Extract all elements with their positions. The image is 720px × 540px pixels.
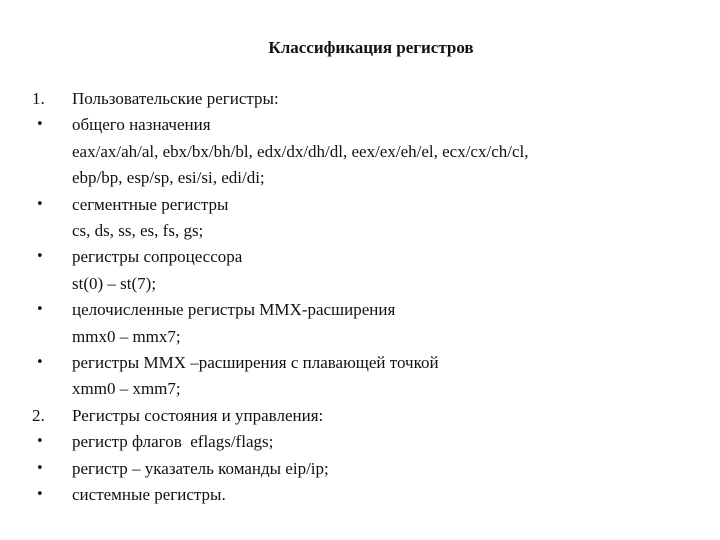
bullet-marker: •	[36, 249, 44, 265]
bullet-marker	[32, 376, 72, 402]
list-item-continuation	[32, 324, 692, 350]
list-item	[32, 112, 692, 138]
list-item-text: xmm0 – xmm7;	[72, 379, 181, 399]
bullet-marker: •	[36, 196, 44, 212]
list-item	[32, 297, 692, 323]
list-item-text: регистры сопроцессора	[72, 247, 243, 267]
bullet-marker	[32, 139, 72, 165]
list-item-text: целочисленные регистры MMX-расширения	[72, 300, 396, 320]
list-item-text: системные регистры.	[72, 485, 226, 505]
list-item-text: eax/ax/ah/al, ebx/bx/bh/bl, edx/dx/dh/dl, eex/ex/eh/el, ecx/cx/ch/cl,	[72, 141, 529, 161]
list-item	[32, 456, 692, 482]
bullet-marker: •	[36, 117, 44, 133]
page-title: Классификация регистров	[268, 38, 474, 57]
list-item-text: cs, ds, ss, es, fs, gs;	[72, 221, 204, 241]
list-item-continuation	[32, 165, 692, 191]
bullet-marker: •	[36, 460, 44, 476]
list-item-text: регистры MMX –расширения с плавающей точкой	[72, 353, 439, 373]
bullet-marker: •	[36, 302, 44, 318]
bullet-marker	[32, 324, 72, 350]
list-item-continuation	[32, 271, 692, 297]
bullet-marker	[32, 218, 72, 244]
list-item-text: сегментные регистры	[72, 194, 229, 214]
list-item-text: общего назначения	[72, 115, 211, 135]
list-item	[32, 403, 692, 429]
list-item	[32, 482, 692, 508]
list-item	[32, 429, 692, 455]
list-item-text: ebp/bp, esp/sp, esi/si, edi/di;	[72, 168, 265, 188]
register-list	[32, 86, 692, 509]
list-item-text: Регистры состояния и управления:	[72, 405, 324, 425]
bullet-marker: •	[36, 355, 44, 371]
list-item-continuation	[32, 376, 692, 402]
list-item-continuation	[32, 139, 692, 165]
list-item	[32, 192, 692, 218]
list-item-text: регистр – указатель команды eip/ip;	[72, 458, 329, 478]
bullet-marker: •	[36, 487, 44, 503]
list-item-text: Пользовательские регистры:	[72, 89, 279, 108]
bullet-marker	[32, 271, 72, 297]
list-item	[32, 86, 692, 112]
list-item-continuation	[32, 218, 692, 244]
list-item	[32, 244, 692, 270]
list-item-text: mmx0 – mmx7;	[72, 326, 181, 346]
list-item-text: st(0) – st(7);	[72, 273, 157, 293]
number-marker: 1.	[32, 89, 45, 108]
number-marker: 2.	[32, 405, 45, 425]
list-item	[32, 350, 692, 376]
list-item-text: регистр флагов eflags/flags;	[72, 432, 274, 452]
bullet-marker	[32, 165, 72, 191]
bullet-marker: •	[36, 434, 44, 450]
